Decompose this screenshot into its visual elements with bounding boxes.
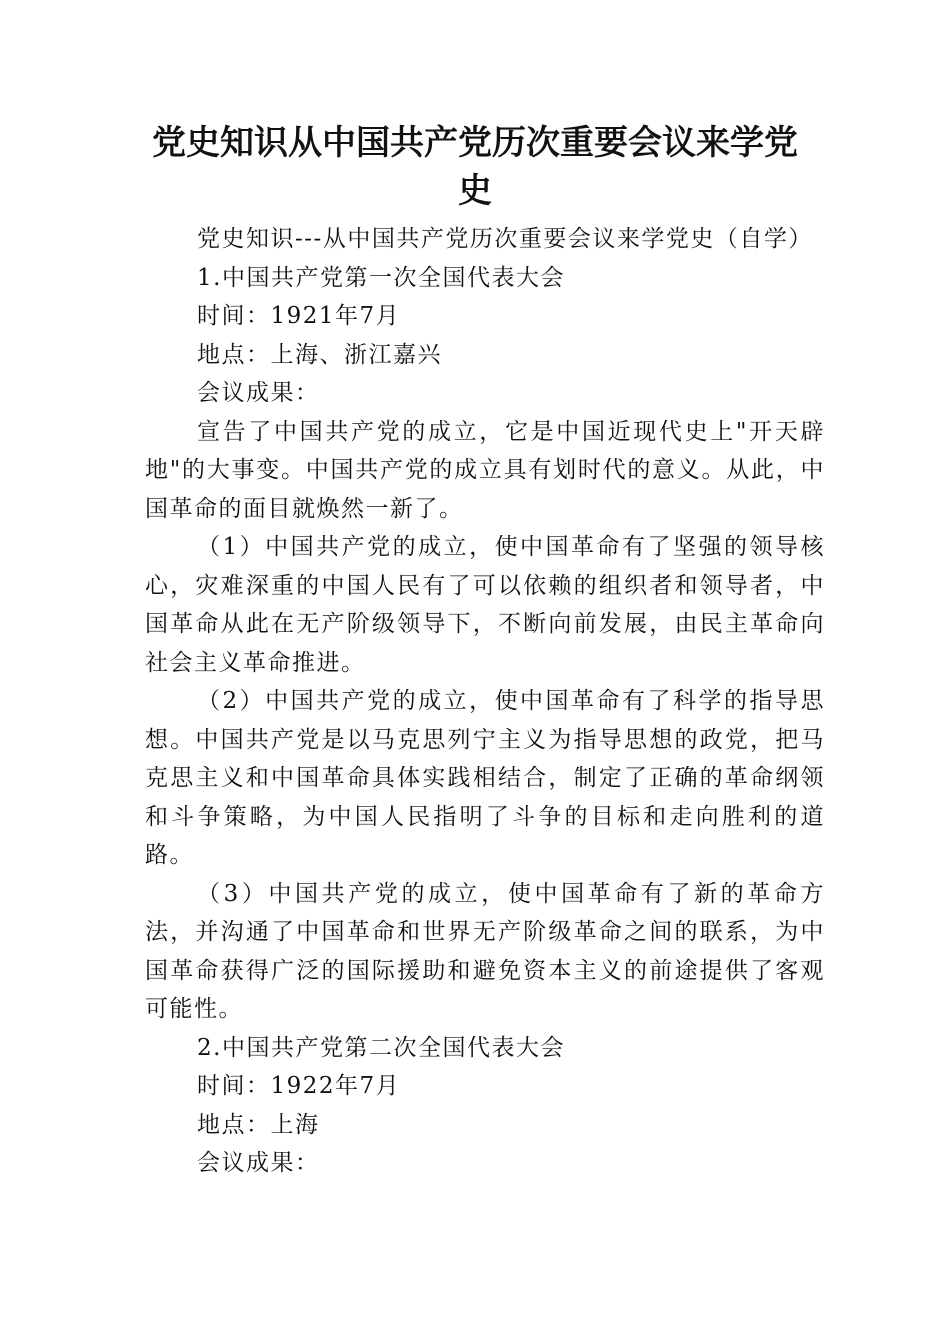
meeting-time: 时间：1921年7月	[197, 303, 401, 329]
section-heading-first-congress: 1.中国共产党第一次全国代表大会	[197, 264, 565, 291]
body-paragraph: （3）中国共产党的成立，使中国革命有了新的革命方法，并沟通了中国革命和世界无产阶级革命之间的联系，为中国革命获得广泛的国际援助和避免资本主义的前途提供了客观可能性。	[145, 880, 825, 1022]
document-title-line-2: 史	[458, 171, 492, 211]
body-paragraph: （1）中国共产党的成立，使中国革命有了坚强的领导核心，灾难深重的中国人民有了可以依赖的组织者和领导者，中国革命从此在无产阶级领导下，不断向前发展，由民主革命向社会主义革命推进。	[145, 534, 825, 676]
meeting-location: 地点：上海	[197, 1111, 320, 1138]
section-heading-second-congress: 2.中国共产党第二次全国代表大会	[197, 1034, 565, 1061]
document-body	[145, 220, 825, 1183]
meeting-location: 地点：上海、浙江嘉兴	[197, 341, 442, 368]
meeting-results-label: 会议成果：	[197, 380, 320, 406]
document-title-line-1: 党史知识从中国共产党历次重要会议来学党	[152, 123, 798, 163]
meeting-results-label: 会议成果：	[197, 1150, 320, 1176]
intro-paragraph: 党史知识---从中国共产党历次重要会议来学党史（自学）	[197, 226, 813, 252]
meeting-time: 时间：1922年7月	[197, 1073, 401, 1099]
body-paragraph: 宣告了中国共产党的成立，它是中国近现代史上"开天辟地"的大事变。中国共产党的成立具有划时代的意义。从此，中国革命的面目就焕然一新了。	[145, 418, 825, 522]
body-paragraph: （2）中国共产党的成立，使中国革命有了科学的指导思想。中国共产党是以马克思列宁主义为指导思想的政党，把马克思主义和中国革命具体实践相结合，制定了正确的革命纲领和斗争策略，为中国人民指明了斗争的目标和走向胜利的道路。	[145, 688, 825, 868]
